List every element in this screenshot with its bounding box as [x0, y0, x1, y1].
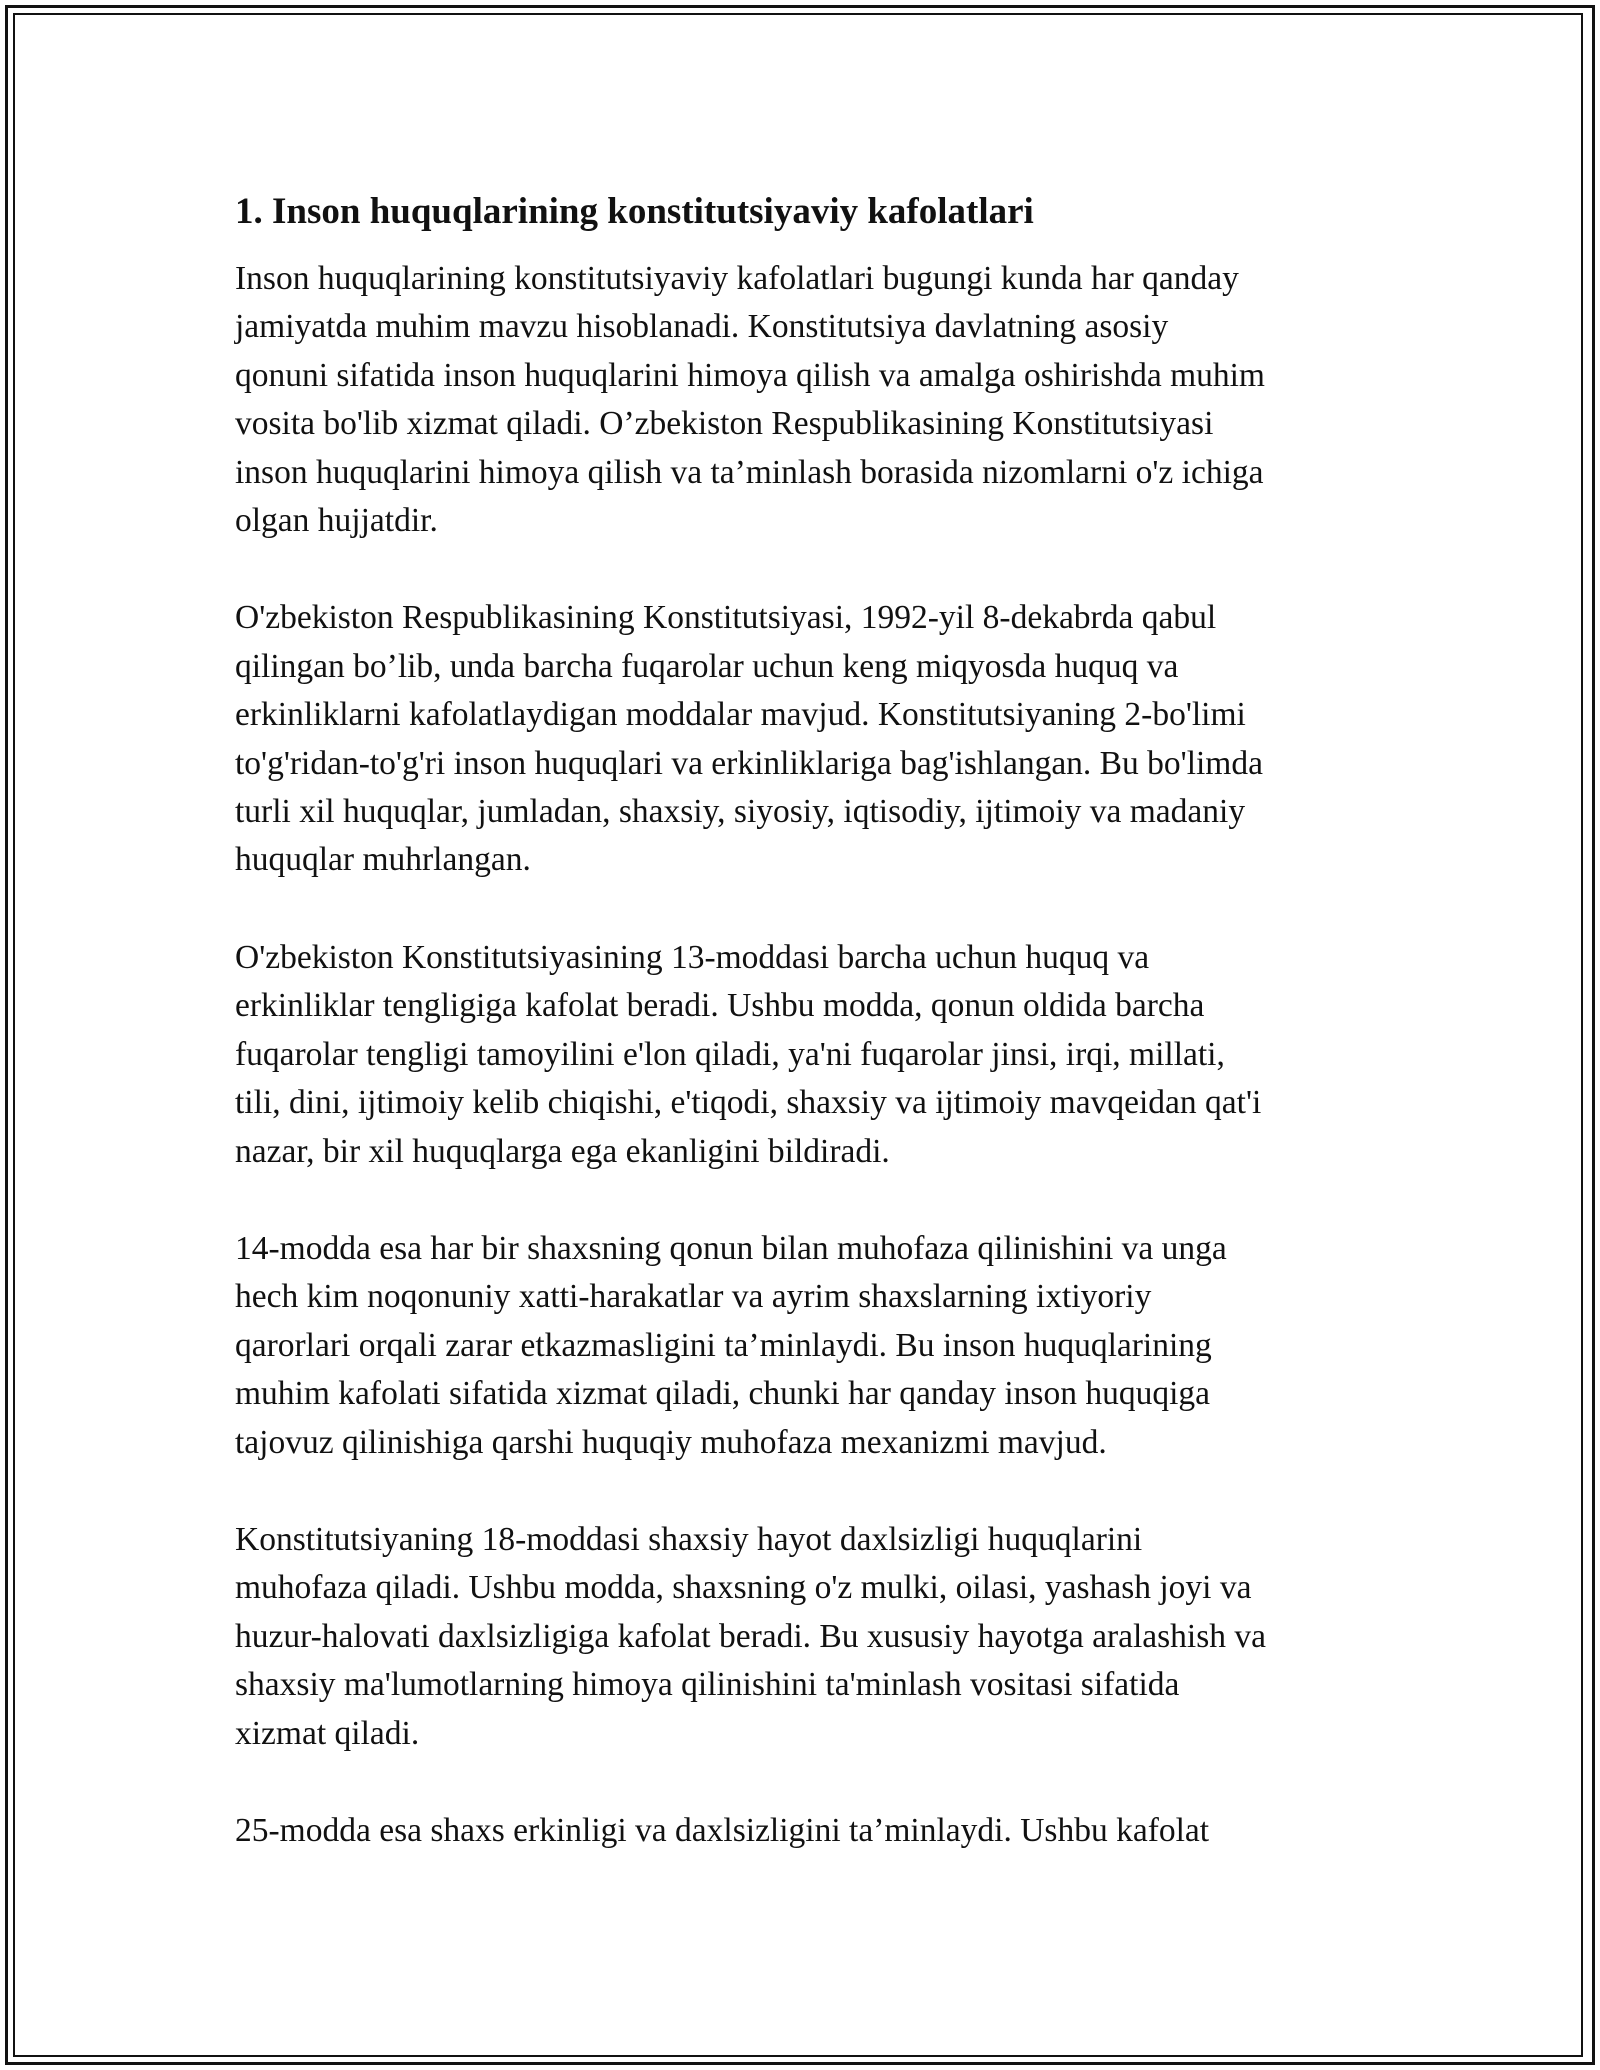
text-line: qarorlari orqali zarar etkazmasligini ta’minlaydi. Bu inson huquqlarining — [235, 1326, 1212, 1364]
text-line: olgan hujjatdir. — [235, 502, 438, 540]
text-line: huquqlar muhrlangan. — [235, 841, 531, 879]
text-line: vosita bo'lib xizmat qiladi. O’zbekiston Respublikasining Konstitutsiyasi — [235, 405, 1214, 443]
text-line: O'zbekiston Konstitutsiyasining 13-moddasi barcha uchun huquq va — [235, 938, 1150, 976]
paragraph-article-13 — [235, 934, 1385, 1176]
text-line: inson huquqlarini himoya qilish va ta’minlash borasida nizomlarni o'z ichiga — [235, 453, 1264, 491]
text-line: qilingan bo’lib, unda barcha fuqarolar uchun keng miqyosda huquq va — [235, 647, 1179, 685]
text-line: shaxsiy ma'lumotlarning himoya qilinishini ta'minlash vositasi sifatida — [235, 1666, 1180, 1704]
paragraph-constitution-1992 — [235, 594, 1385, 884]
text-line: erkinliklar tengligiga kafolat beradi. Ushbu modda, qonun oldida barcha — [235, 987, 1205, 1025]
text-line: to'g'ridan-to'g'ri inson huquqlari va erkinliklariga bag'ishlangan. Bu bo'limda — [235, 744, 1263, 782]
text-line: huzur-halovati daxlsizligiga kafolat beradi. Bu xususiy hayotga aralashish va — [235, 1617, 1267, 1655]
text-line: Inson huquqlarining konstitutsiyaviy kafolatlari bugungi kunda har qanday — [235, 260, 1239, 297]
paragraph-intro — [235, 255, 1385, 545]
text-line: jamiyatda muhim mavzu hisoblanadi. Konstitutsiya davlatning asosiy — [235, 308, 1169, 346]
text-line: 25-modda esa shaxs erkinligi va daxlsizligini ta’minlaydi. Ushbu kafolat — [235, 1811, 1210, 1849]
text-line: muhim kafolati sifatida xizmat qiladi, chunki har qanday inson huquqiga — [235, 1375, 1211, 1413]
paragraph-article-14 — [235, 1225, 1385, 1467]
text-line: tili, dini, ijtimoiy kelib chiqishi, e'tiqodi, shaxsiy va ijtimoiy mavqeidan qat'i — [235, 1084, 1262, 1122]
paragraph-article-18 — [235, 1516, 1385, 1758]
text-line: fuqarolar tengligi tamoyilini e'lon qiladi, ya'ni fuqarolar jinsi, irqi, millati, — [235, 1035, 1225, 1073]
paragraph-article-25 — [235, 1807, 1385, 1855]
text-line: muhofaza qiladi. Ushbu modda, shaxsning o'z mulki, oilasi, yashash joyi va — [235, 1569, 1252, 1607]
text-line: hech kim noqonuniy xatti-harakatlar va ayrim shaxslarning ixtiyoriy — [235, 1278, 1152, 1316]
text-line: nazar, bir xil huquqlarga ega ekanligini bildiradi. — [235, 1132, 890, 1170]
text-line: Konstitutsiyaning 18-moddasi shaxsiy hayot daxlsizligi huquqlarini — [235, 1520, 1143, 1558]
text-line: 14-modda esa har bir shaxsning qonun bilan muhofaza qilinishini va unga — [235, 1229, 1227, 1267]
text-line: erkinliklarni kafolatlaydigan moddalar mavjud. Konstitutsiyaning 2-bo'limi — [235, 696, 1246, 734]
text-line: tajovuz qilinishiga qarshi huquqiy muhofaza mexanizmi mavjud. — [235, 1423, 1107, 1461]
document-body — [235, 188, 1385, 1904]
text-line: qonuni sifatida inson huquqlarini himoya qilish va amalga oshirishda muhim — [235, 356, 1265, 394]
section-heading: 1. Inson huquqlarining konstitutsiyaviy kafolatlari — [235, 191, 1034, 232]
text-line: turli xil huquqlar, jumladan, shaxsiy, siyosiy, iqtisodiy, ijtimoiy va madaniy — [235, 793, 1246, 831]
text-line: O'zbekiston Respublikasining Konstitutsiyasi, 1992-yil 8-dekabrda qabul — [235, 599, 1217, 637]
text-line: xizmat qiladi. — [235, 1714, 420, 1752]
